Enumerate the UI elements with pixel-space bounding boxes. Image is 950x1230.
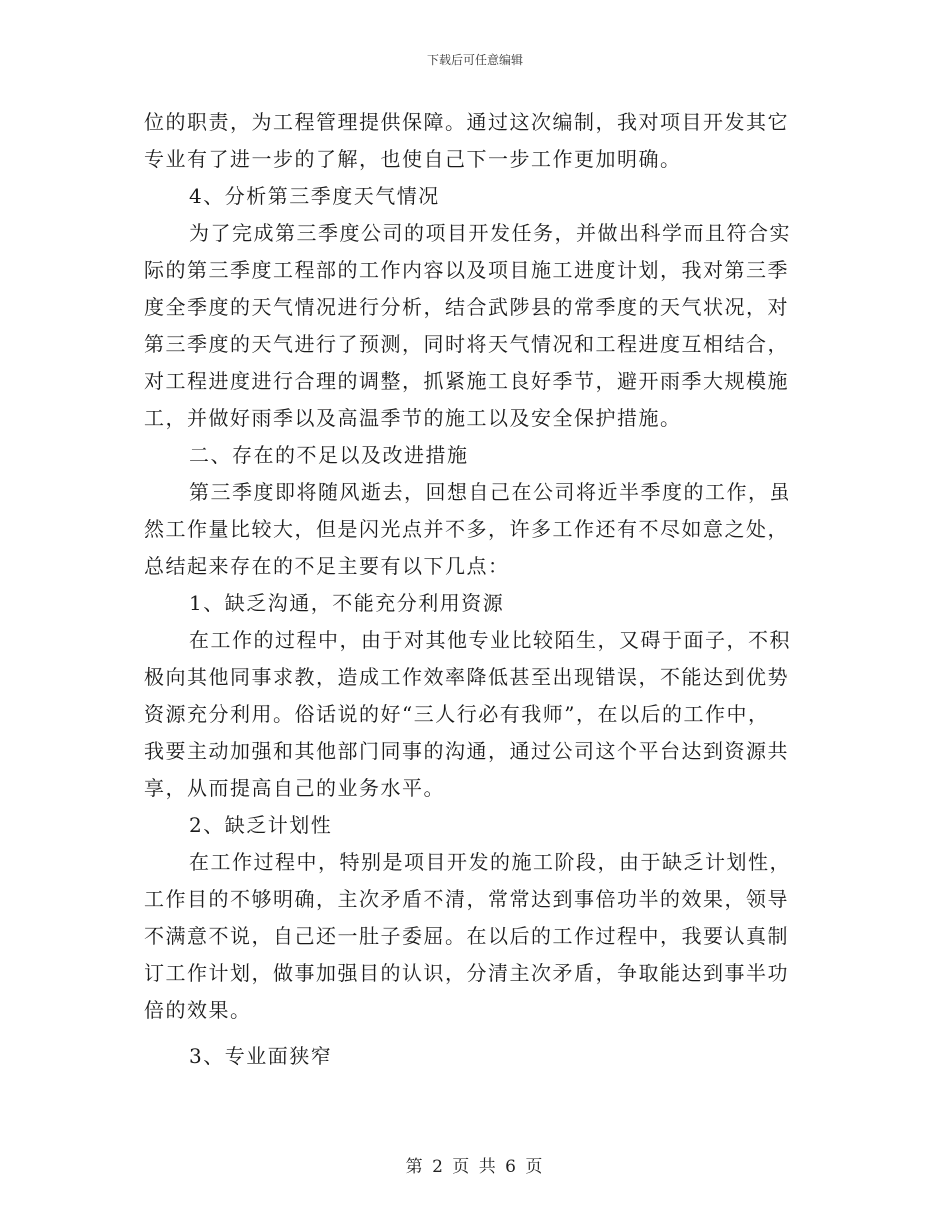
text-line: 工作目的不够明确，主次矛盾不清，常常达到事倍功半的效果，领导 bbox=[144, 887, 789, 911]
text-line: 在工作过程中，特别是项目开发的施工阶段，由于缺乏计划性， bbox=[189, 850, 791, 874]
text-line: 资源充分利用。俗话说的好“三人行必有我师”，在以后的工作中， bbox=[144, 702, 770, 726]
text-line: 3、专业面狭窄 bbox=[189, 1044, 333, 1068]
text-line: 际的第三季度工程部的工作内容以及项目施工进度计划，我对第三季 bbox=[144, 258, 789, 282]
text-line: 专业有了进一步的了解，也使自己下一步工作更加明确。 bbox=[144, 147, 682, 171]
text-line: 订工作计划，做事加强目的认识，分清主次矛盾，争取能达到事半功 bbox=[144, 961, 789, 985]
text-line: 对工程进度进行合理的调整，抓紧施工良好季节，避开雨季大规模施 bbox=[144, 369, 789, 393]
text-line: 4、分析第三季度天气情况 bbox=[189, 184, 440, 208]
text-line: 为了完成第三季度公司的项目开发任务，并做出科学而且符合实 bbox=[189, 221, 791, 245]
text-line: 第三季度即将随风逝去，回想自己在公司将近半季度的工作，虽 bbox=[189, 480, 791, 504]
text-line: 二、存在的不足以及改进措施 bbox=[189, 443, 469, 467]
text-line: 在工作的过程中，由于对其他专业比较陌生，又碍于面子，不积 bbox=[189, 628, 791, 652]
text-line: 我要主动加强和其他部门同事的沟通，通过公司这个平台达到资源共 bbox=[144, 739, 789, 763]
text-line: 工，并做好雨季以及高温季节的施工以及安全保护措施。 bbox=[144, 406, 682, 430]
text-line: 极向其他同事求教，造成工作效率降低甚至出现错误，不能达到优势 bbox=[144, 665, 789, 689]
document-body bbox=[144, 104, 804, 1075]
text-line: 位的职责，为工程管理提供保障。通过这次编制，我对项目开发其它 bbox=[144, 110, 789, 134]
text-line: 第三季度的天气进行了预测，同时将天气情况和工程进度互相结合， bbox=[144, 332, 789, 356]
text-line: 2、缺乏计划性 bbox=[189, 813, 333, 837]
text-line: 1、缺乏沟通，不能充分利用资源 bbox=[189, 591, 505, 615]
header-note: 下载后可任意编辑 bbox=[426, 53, 523, 67]
text-line: 度全季度的天气情况进行分析，结合武陟县的常季度的天气状况，对 bbox=[144, 295, 789, 319]
text-line: 不满意不说，自己还一肚子委屈。在以后的工作过程中，我要认真制 bbox=[144, 924, 789, 948]
text-line: 享，从而提高自己的业务水平。 bbox=[144, 776, 445, 800]
page-footer: 第 2 页 共 6 页 bbox=[405, 1157, 545, 1177]
text-line: 倍的效果。 bbox=[144, 998, 252, 1022]
text-line: 然工作量比较大，但是闪光点并不多，许多工作还有不尽如意之处， bbox=[144, 517, 789, 541]
text-line: 总结起来存在的不足主要有以下几点： bbox=[144, 554, 510, 578]
